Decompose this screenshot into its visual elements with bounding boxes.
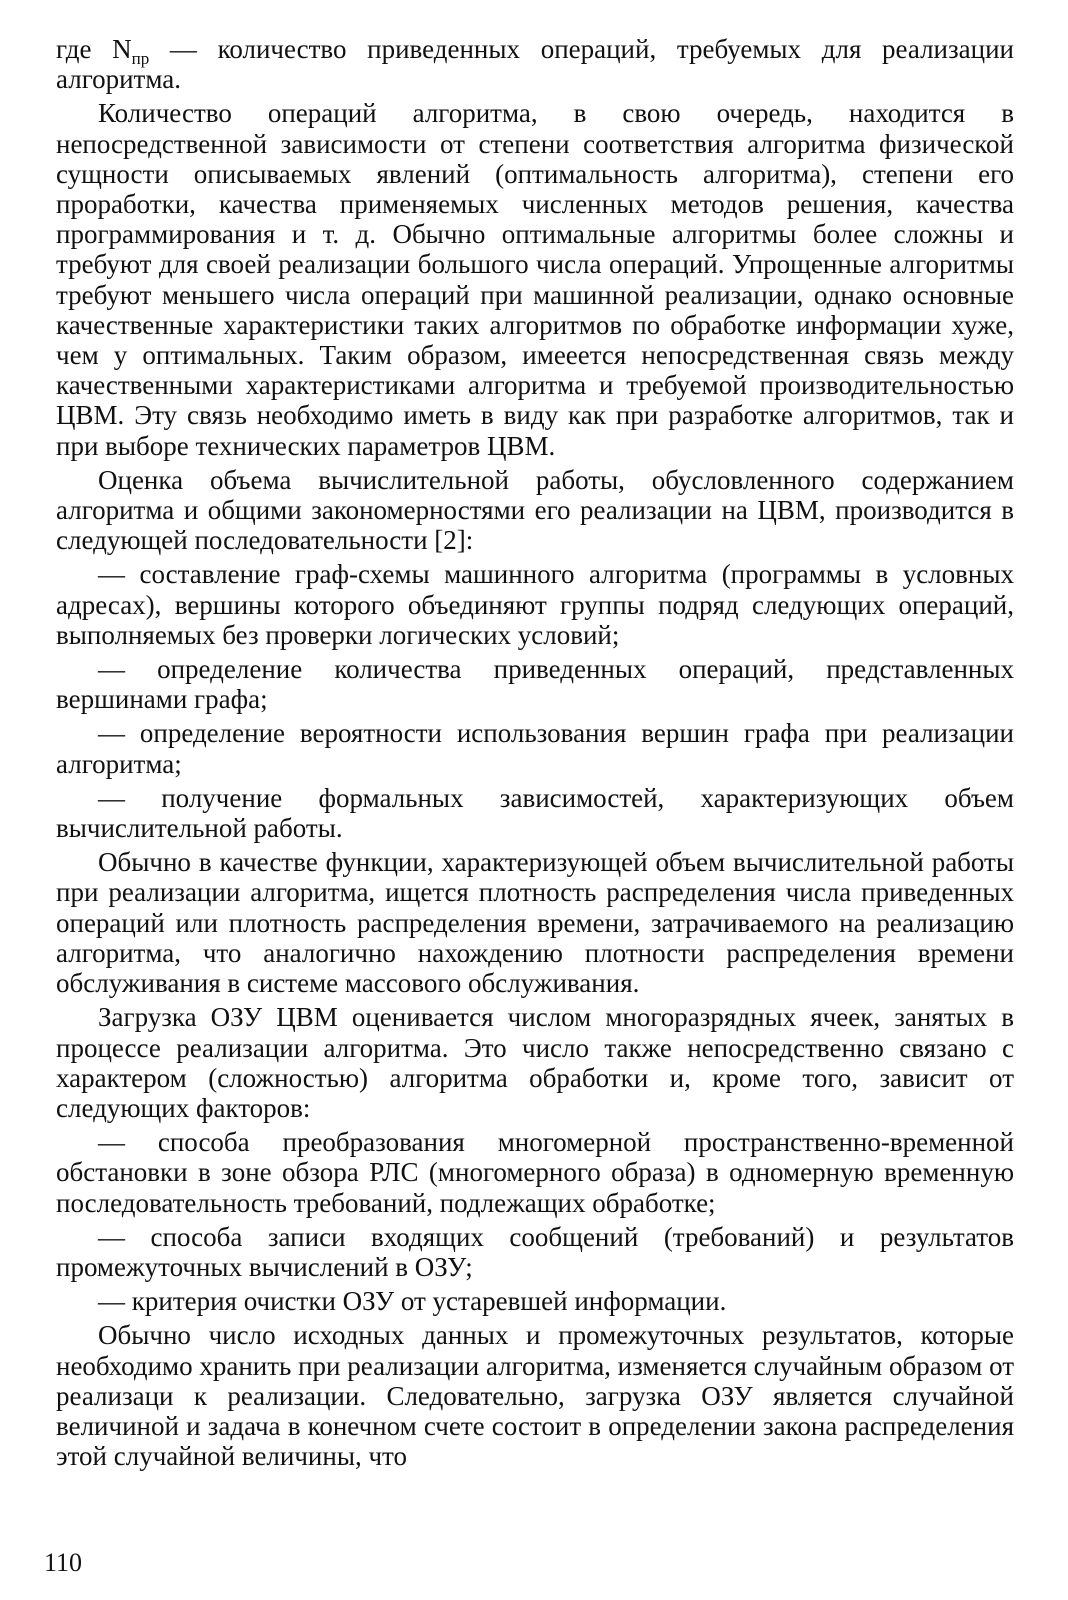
first-line-prefix: где N bbox=[56, 34, 132, 64]
paragraph-0 bbox=[56, 34, 1014, 94]
subscript-pr: пр bbox=[131, 49, 150, 68]
list-item-5: — способа преобразования многомерной пространственно-временной обстановки в зоне обзора РЛС (многомерного образа) в одномерную временную последовательность требований, подлежащих обработке; bbox=[56, 1127, 1014, 1218]
paragraph-1: Количество операций алгоритма, в свою очередь, находится в непосредственной зависимости от степени соответствия алгоритма физической сущности описываемых явлений (оптимальность алгоритма), степени его проработки, качества применяемых численных методов решения, качества программирования и т. д. Обычно оптимальные алгоритмы более сложны и требуют для своей реализации большого числа операций. Упрощенные алгоритмы требуют меньшего числа операций при машинной реализации, однако основные качественные характеристики таких алгоритмов по обработке информации хуже, чем у оптимальных. Таким образом, имееется непосредственная связь между качественными характеристиками алгоритма и требуемой производительностью ЦВМ. Эту связь необходимо иметь в виду как при разработке алгоритмов, так и при выборе технических параметров ЦВМ. bbox=[56, 98, 1014, 461]
list-item-1: — составление граф-схемы машинного алгоритма (программы в условных адресах), вершины которого объединяют группы подряд следующих операций, выполняемых без проверки логических условий; bbox=[56, 559, 1014, 650]
list-item-4: — получение формальных зависимостей, характеризующих объем вычислительной работы. bbox=[56, 782, 1014, 844]
first-line-suffix: — количество приведенных операций, требуемых для реализации алгоритма. bbox=[56, 34, 1014, 95]
list-item-7: — критерия очистки ОЗУ от устаревшей информации. bbox=[98, 1286, 727, 1317]
paragraph-4: Загрузка ОЗУ ЦВМ оценивается числом многоразрядных ячеек, занятых в процессе реализации алгоритма. Это число также непосредственно связано с характером (сложностью) алгоритма обработки и, кроме того, зависит от следующих факторов: bbox=[56, 1002, 1014, 1123]
paragraph-3: Обычно в качестве функции, характеризующей объем вычислительной работы при реализации алгоритма, ищется плотность распределения числа приведенных операций или плотность распределения времени, затрачиваемого на реализацию алгоритма, что аналогично нахождению плотности распределения времени обслуживания в системе массового обслуживания. bbox=[56, 847, 1014, 999]
page-body bbox=[56, 34, 1014, 1475]
page-number: 110 bbox=[44, 1548, 83, 1577]
list-item-6: — способа записи входящих сообщений (требований) и результатов промежуточных вычислений в ОЗУ; bbox=[56, 1221, 1014, 1282]
list-item-2: — определение количества приведенных операций, представленных вершинами графа; bbox=[56, 654, 1014, 715]
paragraph-2: Оценка объема вычислительной работы, обусловленного содержанием алгоритма и общими закономерностями его реализации на ЦВМ, производится в следующей последовательности [2]: bbox=[56, 464, 1014, 556]
paragraph-5: Обычно число исходных данных и промежуточных результатов, которые необходимо хранить при реализации алгоритма, изменяется случайным образом от реализаци к реализации. Следовательно, загрузка ОЗУ является случайной величиной и задача в конечном счете состоит в определении закона распределения этой случайной величины, что bbox=[56, 1320, 1015, 1472]
list-item-3: — определение вероятности использования вершин графа при реализации алгоритма; bbox=[56, 718, 1014, 779]
